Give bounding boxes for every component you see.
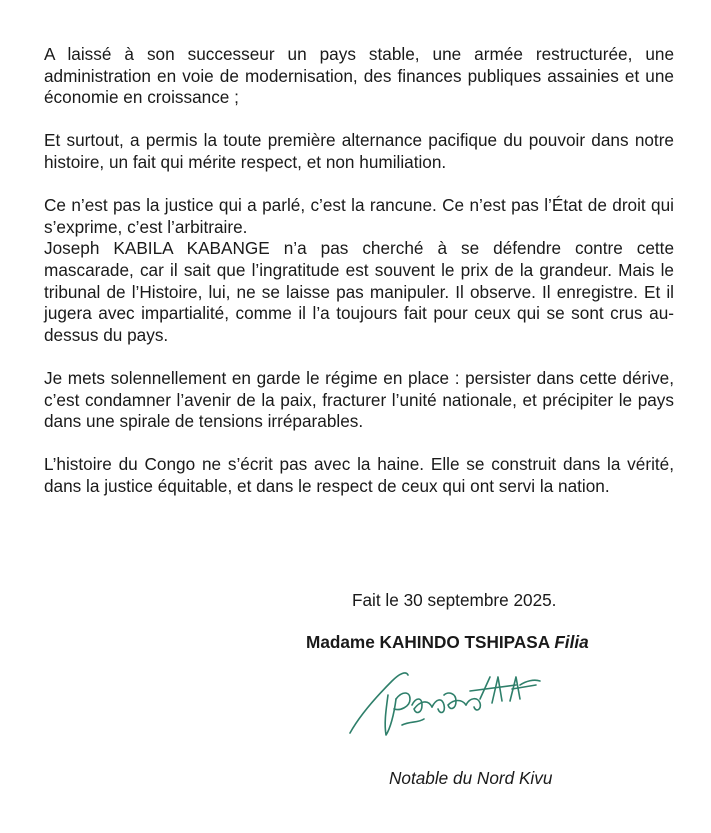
paragraph-legacy: A laissé à son successeur un pays stable, une armée restructurée, une administration en voie de modernisation, des finances publiques assainies et une économie en croissance ;	[44, 44, 674, 108]
signer-given-name: Filia	[554, 632, 589, 652]
letter-body	[44, 44, 674, 519]
signer-name: Madame KAHINDO TSHIPASA	[306, 632, 550, 652]
handwritten-signature	[340, 655, 570, 745]
date-line: Fait le 30 septembre 2025.	[352, 590, 557, 610]
signer-role: Notable du Nord Kivu	[389, 768, 553, 788]
paragraph-history: L’histoire du Congo ne s’écrit pas avec la haine. Elle se construit dans la vérité, dans la justice équitable, et dans le respect de ceux qui ont servi la nation.	[44, 454, 674, 496]
paragraph-warning: Je mets solennellement en garde le régime en place : persister dans cette dérive, c’est condamner l’avenir de la paix, fracturer l’unité nationale, et précipiter le pays dans une spirale de tensions irréparables.	[44, 367, 674, 432]
paragraph-kabila: Joseph KABILA KABANGE n’a pas cherché à se défendre contre cette mascarade, car il sait que l’ingratitude est souvent le prix de la grandeur. Mais le tribunal de l’Histoire, lui, ne se laisse pas manipuler. Il observe. Il enregistre. Et il jugera avec impartialité, comme il l’a toujours fait pour ceux qui se sont crus au-dessus du pays.	[44, 238, 674, 345]
paragraph-alternance: Et surtout, a permis la toute première alternance pacifique du pouvoir dans notre histoire, un fait qui mérite respect, et non humiliation.	[44, 130, 674, 172]
paragraph-rancune: Ce n’est pas la justice qui a parlé, c’est la rancune. Ce n’est pas l’État de droit qui s’exprime, c’est l’arbitraire.	[44, 195, 674, 237]
signer-name-block	[306, 631, 589, 653]
